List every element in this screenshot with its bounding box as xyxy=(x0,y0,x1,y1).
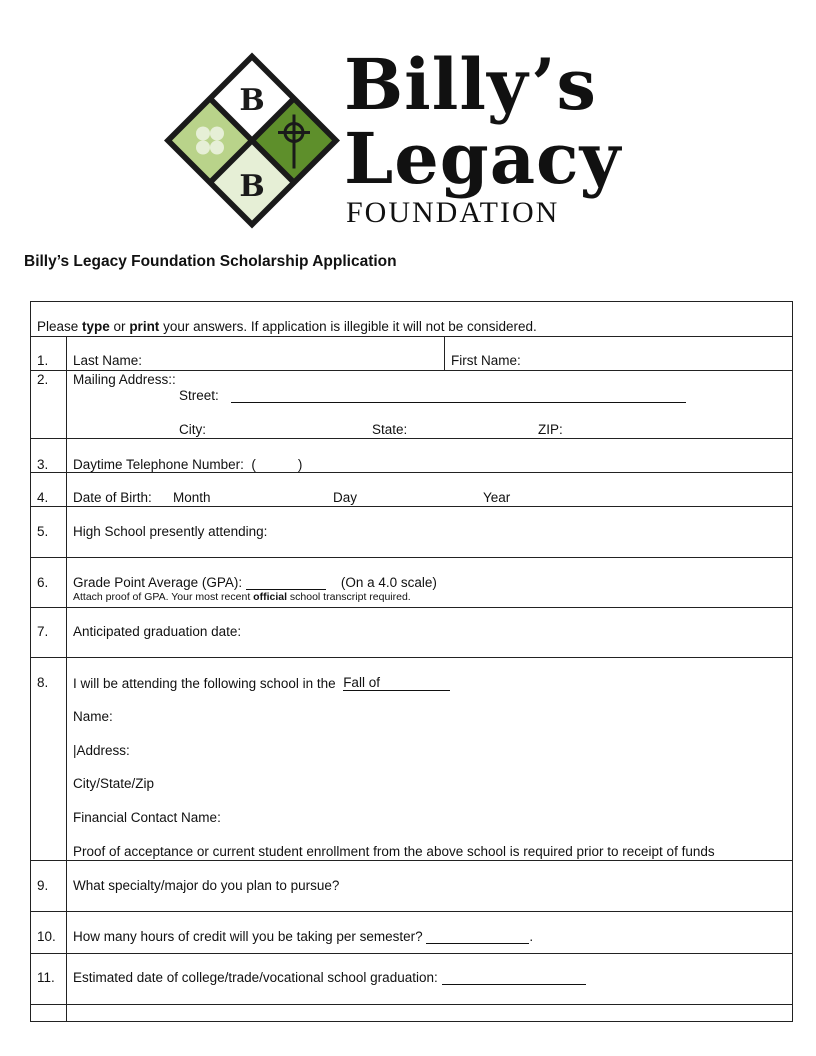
application-form xyxy=(30,301,793,1022)
zip-field[interactable]: ZIP: xyxy=(538,422,563,437)
city-field[interactable]: City: xyxy=(179,422,206,437)
college-graduation-field[interactable]: Estimated date of college/trade/vocational school graduation: xyxy=(73,970,586,985)
high-school-field[interactable]: High School presently attending: xyxy=(73,524,268,539)
financial-contact-field[interactable]: Financial Contact Name: xyxy=(73,810,221,825)
row-number: 10. xyxy=(37,929,56,944)
row-number: 3. xyxy=(37,457,49,472)
row-gpa xyxy=(31,558,793,608)
row-number: 6. xyxy=(37,575,49,590)
document-title: Billy’s Legacy Foundation Scholarship Application xyxy=(24,253,397,270)
college-attending-field[interactable]: I will be attending the following school in the Fall of xyxy=(73,675,450,691)
row-empty xyxy=(31,1005,793,1022)
school-address-field[interactable]: |Address: xyxy=(73,743,130,758)
credit-hours-field[interactable]: How many hours of credit will you be taking per semester? . xyxy=(73,929,534,944)
instructions-row xyxy=(31,302,793,337)
major-field[interactable]: What specialty/major do you plan to pursue? xyxy=(73,878,340,893)
school-name-field[interactable]: Name: xyxy=(73,709,113,724)
logo-line-billys: Billy’s xyxy=(344,43,597,126)
row-college xyxy=(31,658,793,861)
row-number: 2. xyxy=(37,372,49,387)
birth-day-field[interactable]: Day xyxy=(333,490,358,505)
instructions-text: Please type or print your answers. If application is illegible it will not be considered. xyxy=(37,319,537,334)
row-number: 9. xyxy=(37,878,49,893)
row-mailing-address xyxy=(31,371,793,439)
birth-month-field[interactable]: Month xyxy=(173,490,211,505)
row-number: 8. xyxy=(37,675,49,690)
monogram-bottom: B xyxy=(239,169,265,204)
row-number: 4. xyxy=(37,490,49,505)
logo-line-foundation: FOUNDATION xyxy=(346,196,560,229)
row-number: 1. xyxy=(37,353,49,368)
gpa-field[interactable]: Grade Point Average (GPA): (On a 4.0 scale) xyxy=(73,575,437,590)
first-name-field[interactable]: First Name: xyxy=(451,353,521,368)
date-of-birth-label: Date of Birth: xyxy=(73,490,152,505)
state-field[interactable]: State: xyxy=(372,422,408,437)
logo-line-legacy: Legacy xyxy=(344,117,622,200)
monogram-top: B xyxy=(239,83,265,118)
proof-of-acceptance-note: Proof of acceptance or current student enrollment from the above school is required prior to receipt of funds xyxy=(73,844,715,859)
foundation-logo xyxy=(160,43,640,233)
row-major xyxy=(31,861,793,912)
logo-wordmark xyxy=(344,43,644,233)
row-high-school xyxy=(31,507,793,558)
row-college-graduation xyxy=(31,954,793,1005)
row-number: 11. xyxy=(37,970,55,985)
row-name xyxy=(31,337,793,371)
row-credit-hours xyxy=(31,912,793,954)
street-input-line[interactable] xyxy=(231,390,686,403)
birth-year-field[interactable]: Year xyxy=(483,490,511,505)
telephone-field[interactable]: Daytime Telephone Number: ( ) xyxy=(73,457,303,472)
last-name-field[interactable]: Last Name: xyxy=(73,353,143,368)
row-number: 7. xyxy=(37,624,49,639)
graduation-date-field[interactable]: Anticipated graduation date: xyxy=(73,624,242,639)
school-city-state-zip-field[interactable]: City/State/Zip xyxy=(73,776,155,791)
row-number: 5. xyxy=(37,524,49,539)
row-telephone xyxy=(31,439,793,473)
row-date-of-birth xyxy=(31,473,793,507)
gpa-note: Attach proof of GPA. Your most recent official school transcript required. xyxy=(73,591,411,603)
street-label: Street: xyxy=(179,388,219,403)
row-graduation-date xyxy=(31,608,793,658)
mailing-address-label: Mailing Address:: xyxy=(73,372,176,387)
